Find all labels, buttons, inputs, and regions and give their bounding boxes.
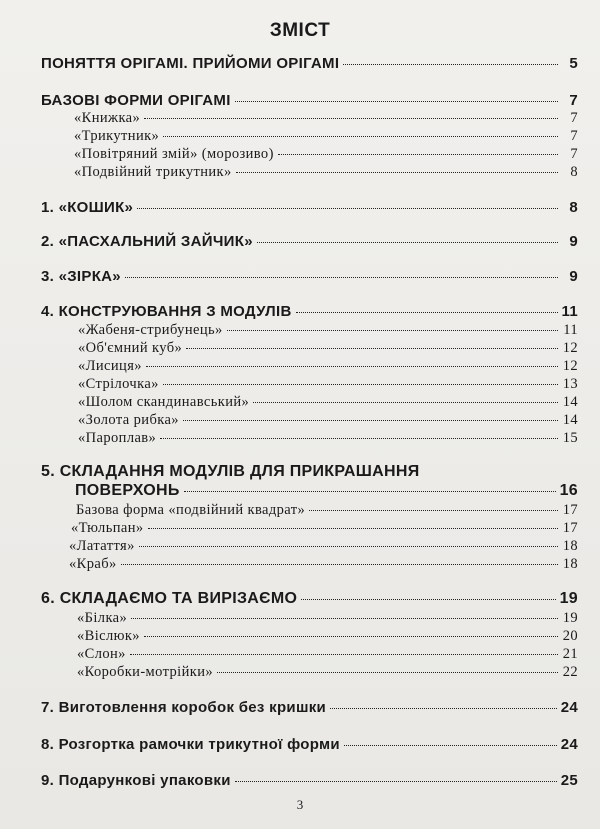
toc-subentry: [78, 430, 578, 447]
toc-leader-dots: [131, 618, 558, 619]
toc-entry-page: 18: [562, 538, 578, 554]
toc-subentry: [74, 128, 578, 145]
toc-entry: [41, 233, 578, 250]
toc-subentry: [77, 628, 578, 645]
toc-entry-label: 1. «КОШИК»: [41, 199, 134, 216]
toc-entry: [41, 268, 578, 285]
toc-entry-page: 13: [562, 376, 578, 392]
toc-leader-dots: [236, 172, 558, 173]
toc-entry-label: «Лисиця»: [78, 358, 142, 374]
toc-entry-label: «Білка»: [77, 610, 128, 626]
toc-leader-dots: [257, 242, 558, 243]
toc-entry-page: 16: [559, 482, 578, 499]
toc-entry-page: 18: [562, 556, 578, 572]
toc-leader-dots: [309, 510, 558, 511]
toc-entry-label: «Краб»: [69, 556, 117, 572]
toc-entry-label: «Слон»: [77, 646, 126, 662]
toc-entry-page: 7: [570, 146, 578, 162]
toc-entry-label: 7. Виготовлення коробок без кришки: [41, 699, 327, 716]
toc-leader-dots: [217, 672, 558, 673]
toc-leader-dots: [278, 154, 558, 155]
toc-subentry: [74, 164, 578, 181]
toc-subentry: [76, 502, 578, 519]
toc-leader-dots: [130, 654, 558, 655]
toc-leader-dots: [148, 528, 558, 529]
toc-subentry: [74, 146, 578, 163]
toc-entry: [41, 736, 578, 753]
toc-entry-page: 14: [562, 412, 578, 428]
toc-leader-dots: [253, 402, 558, 403]
toc-entry-page: 25: [560, 772, 578, 789]
toc-entry: [41, 199, 578, 216]
toc-entry-page: 14: [562, 394, 578, 410]
toc-subentry: [69, 538, 578, 555]
toc-entry-page: 19: [562, 610, 578, 626]
toc-subentry: [78, 394, 578, 411]
toc-entry-page: 12: [562, 358, 578, 374]
toc-entry-page: 9: [569, 233, 578, 250]
toc-entry-label: «Латаття»: [69, 538, 135, 554]
page-title: ЗМІСТ: [269, 20, 331, 41]
toc-entry-label: «Стрілочка»: [78, 376, 159, 392]
toc-entry-label: 2. «ПАСХАЛЬНИЙ ЗАЙЧИК»: [41, 233, 253, 250]
toc-leader-dots: [160, 438, 558, 439]
toc-subentry: [78, 340, 578, 357]
toc-entry-page: 17: [562, 520, 578, 536]
toc-entry-page: 19: [559, 590, 578, 607]
toc-entry-page: 8: [569, 199, 578, 216]
toc-leader-dots: [184, 491, 556, 492]
toc-entry-page: 12: [562, 340, 578, 356]
toc-entry-label: «Золота рибка»: [78, 412, 179, 428]
toc-entry-label: 4. КОНСТРУЮВАННЯ З МОДУЛІВ: [41, 303, 292, 320]
toc-entry-label: «Тюльпан»: [71, 520, 144, 536]
toc-entry-page: 9: [569, 268, 578, 285]
page-number: 3: [296, 797, 304, 812]
toc-entry: [41, 55, 578, 72]
toc-entry-label: «Подвійний трикутник»: [74, 164, 232, 180]
toc-subentry: [71, 520, 578, 537]
toc-entry-label: «Пароплав»: [78, 430, 157, 446]
toc-entry: [75, 482, 578, 500]
toc-leader-dots: [235, 781, 557, 782]
toc-entry-label: «Повітряний змій» (морозиво): [74, 146, 274, 162]
toc-leader-dots: [186, 348, 558, 349]
toc-entry-label: БАЗОВІ ФОРМИ ОРІГАМІ: [41, 92, 231, 109]
toc-leader-dots: [296, 312, 558, 313]
toc-subentry: [69, 556, 578, 573]
toc-subentry: [77, 646, 578, 663]
toc-leader-dots: [163, 136, 558, 137]
toc-entry-label: ПОВЕРХОНЬ: [75, 482, 180, 499]
toc-entry: [41, 699, 578, 716]
toc-entry: [41, 92, 578, 109]
toc-entry-label: «Коробки-мотрійки»: [77, 664, 214, 680]
toc-entry-page: 24: [560, 736, 578, 753]
toc-leader-dots: [235, 101, 558, 102]
toc-leader-dots: [125, 277, 558, 278]
toc-subentry: [78, 322, 578, 339]
toc-entry-label: 5. СКЛАДАННЯ МОДУЛІВ ДЛЯ ПРИКРАШАННЯ: [41, 463, 420, 480]
toc-entry-page: 7: [570, 128, 578, 144]
toc-entry-page: 8: [570, 164, 578, 180]
toc-entry-label: «Шолом скандинавський»: [78, 394, 250, 410]
toc-entry: [41, 590, 578, 608]
toc-leader-dots: [146, 366, 558, 367]
toc-entry: [41, 772, 578, 789]
toc-entry-label: 6. СКЛАДАЄМО ТА ВИРІЗАЄМО: [41, 590, 298, 607]
toc-subentry: [78, 412, 578, 429]
toc-leader-dots: [344, 745, 557, 746]
toc-entry-label: Базова форма «подвійний квадрат»: [76, 502, 306, 518]
toc-leader-dots: [343, 64, 558, 65]
toc-subentry: [78, 358, 578, 375]
toc-entry-label: «Об'ємний куб»: [78, 340, 183, 356]
toc-subentry: [74, 110, 578, 127]
toc-entry-page: 7: [570, 110, 578, 126]
toc-leader-dots: [183, 420, 558, 421]
toc-entry-label: 9. Подарункові упаковки: [41, 772, 231, 789]
toc-subentry: [77, 610, 578, 627]
toc-leader-dots: [137, 208, 558, 209]
toc-entry-label: «Трикутник»: [74, 128, 160, 144]
toc-entry: [41, 303, 578, 320]
toc-entry-page: 21: [562, 646, 578, 662]
toc-leader-dots: [301, 599, 555, 600]
toc-entry-page: 7: [569, 92, 578, 109]
toc-entry-page: 24: [560, 699, 578, 716]
toc-leader-dots: [227, 330, 558, 331]
toc-entry-page: 15: [562, 430, 578, 446]
toc-entry-label: «Жабеня-стрибунець»: [78, 322, 223, 338]
toc-subentry: [78, 376, 578, 393]
toc-entry-page: 22: [562, 664, 578, 680]
toc-entry-page: 17: [562, 502, 578, 518]
toc-leader-dots: [144, 636, 558, 637]
toc-entry-label: 3. «ЗІРКА»: [41, 268, 121, 285]
toc-entry-page: 5: [569, 55, 578, 72]
toc-entry-page: 20: [562, 628, 578, 644]
toc-leader-dots: [121, 564, 558, 565]
toc-leader-dots: [144, 118, 558, 119]
toc-subentry: [77, 664, 578, 681]
toc-leader-dots: [139, 546, 558, 547]
toc-entry-page: 11: [563, 322, 578, 338]
toc-entry-label: 8. Розгортка рамочки трикутної форми: [41, 736, 340, 753]
toc-entry-label: «Книжка»: [74, 110, 141, 126]
toc-leader-dots: [163, 384, 558, 385]
toc-entry-page: 11: [561, 303, 578, 320]
toc-entry-label: ПОНЯТТЯ ОРІГАМІ. ПРИЙОМИ ОРІГАМІ: [41, 55, 340, 72]
toc-entry-label: «Віслюк»: [77, 628, 140, 644]
toc-leader-dots: [330, 708, 557, 709]
